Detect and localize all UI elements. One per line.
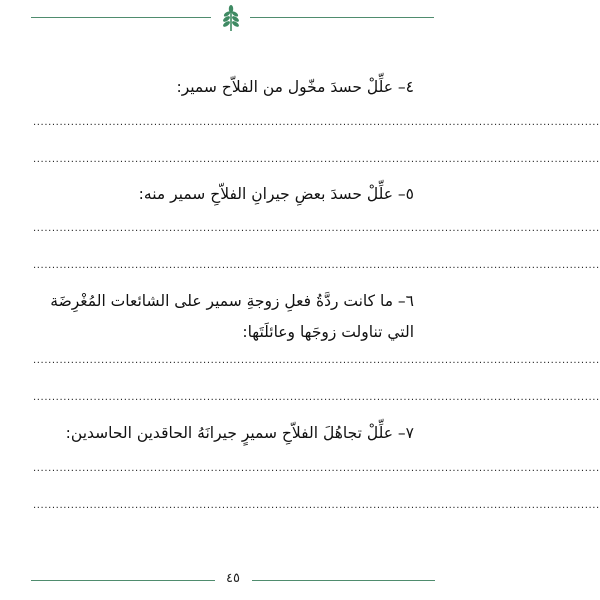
bottom-rule-left bbox=[31, 580, 215, 581]
question-6-continuation bbox=[34, 318, 414, 346]
question-6 bbox=[34, 287, 414, 315]
answer-line: ...................................................................................................................................................... bbox=[33, 223, 600, 234]
question-number: ٦ bbox=[405, 292, 414, 310]
question-4 bbox=[34, 73, 414, 101]
question-number: ٤ bbox=[405, 78, 414, 96]
answer-line: ...................................................................................................................................................... bbox=[33, 392, 600, 403]
top-rule-right bbox=[250, 17, 434, 18]
answer-line: ...................................................................................................................................................... bbox=[33, 500, 600, 511]
question-text: – علِّلْ حسدَ مخّول من الفلاّح سمير: bbox=[176, 78, 406, 96]
answer-line: ...................................................................................................................................................... bbox=[33, 355, 600, 366]
top-rule-left bbox=[31, 17, 211, 18]
question-text: – ما كانت ردَّةُ فعلِ زوجةِ سمير على الشائعات المُغْرِضَة bbox=[50, 292, 406, 310]
answer-line: ...................................................................................................................................................... bbox=[33, 260, 600, 271]
answer-line: ...................................................................................................................................................... bbox=[33, 154, 600, 165]
question-number: ٧ bbox=[405, 424, 414, 442]
answer-line: ...................................................................................................................................................... bbox=[33, 117, 600, 128]
question-text: – علِّلْ حسدَ بعضِ جيرانِ الفلاّحِ سمير منه: bbox=[138, 185, 406, 203]
question-number: ٥ bbox=[405, 185, 414, 203]
question-7 bbox=[34, 419, 414, 447]
page-number: ٤٥ bbox=[226, 571, 240, 586]
bottom-rule-right bbox=[252, 580, 435, 581]
question-5 bbox=[34, 180, 414, 208]
question-text: – علِّلْ تجاهُلَ الفلاّحِ سميرٍ جيرانَهُ الحاقدين الحاسدين: bbox=[65, 424, 406, 442]
question-text-continued: التي تناولت زوجَها وعائلَتَها: bbox=[242, 323, 414, 341]
answer-line: ...................................................................................................................................................... bbox=[33, 463, 600, 474]
leaf-sprig-icon bbox=[219, 4, 243, 32]
